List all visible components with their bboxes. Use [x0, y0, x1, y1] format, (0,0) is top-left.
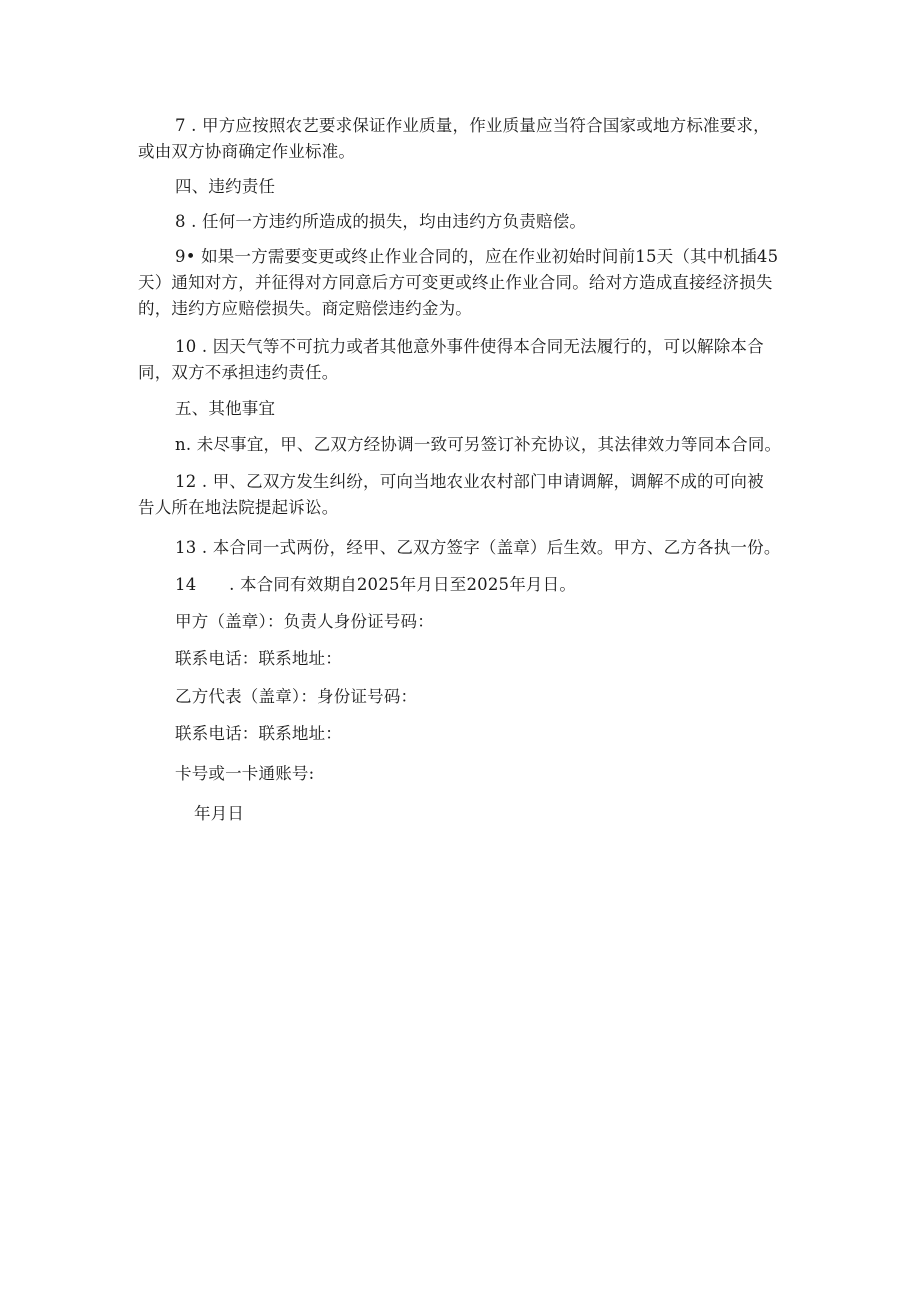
account-number: 卡号或一卡通账号:: [175, 764, 315, 783]
date-line: 年月日: [194, 804, 245, 823]
clause-12-line-1: 12 . 甲、乙双方发生纠纷，可向当地农业农村部门申请调解，调解不成的可向被: [175, 472, 764, 491]
clause-13: 13 . 本合同一式两份，经甲、乙双方签字（盖章）后生效。甲方、乙方各执一份。: [175, 538, 781, 557]
clause-11: n. 未尽事宜，甲、乙双方经协调一致可另签订补充协议，其法律效力等同本合同。: [175, 435, 782, 454]
clause-7-line-2: 或由双方协商确定作业标准。: [138, 142, 356, 161]
party-a-signature: 甲方（盖章）：负责人身份证号码：: [175, 612, 434, 631]
clause-10-line-2: 同，双方不承担违约责任。: [138, 363, 339, 382]
clause-12-line-2: 告人所在地法院提起诉讼。: [138, 498, 339, 517]
party-b-signature: 乙方代表（盖章）：身份证号码：: [175, 687, 418, 706]
section-heading-other: 五、其他事宜: [175, 399, 276, 418]
clause-9-line-1: 9• 如果一方需要变更或终止作业合同的，应在作业初始时间前15天（其中机插45: [175, 247, 779, 266]
clause-8: 8 . 任何一方违约所造成的损失，均由违约方负责赔偿。: [175, 212, 587, 231]
section-heading-breach: 四、违约责任: [175, 177, 276, 196]
clause-9-line-2: 天）通知对方，并征得对方同意后方可变更或终止作业合同。给对方造成直接经济损失: [138, 273, 773, 292]
clause-9-line-3: 的，违约方应赔偿损失。商定赔偿违约金为。: [138, 299, 472, 318]
clause-10-line-1: 10 . 因天气等不可抗力或者其他意外事件使得本合同无法履行的，可以解除本合: [175, 337, 764, 356]
clause-14: 14 . 本合同有效期自2025年月日至2025年月日。: [175, 575, 577, 594]
clause-7-line-1: 7 . 甲方应按照农艺要求保证作业质量，作业质量应当符合国家或地方标准要求，: [175, 116, 770, 135]
party-a-contact: 联系电话：联系地址：: [175, 649, 342, 668]
party-b-contact: 联系电话：联系地址：: [175, 724, 342, 743]
